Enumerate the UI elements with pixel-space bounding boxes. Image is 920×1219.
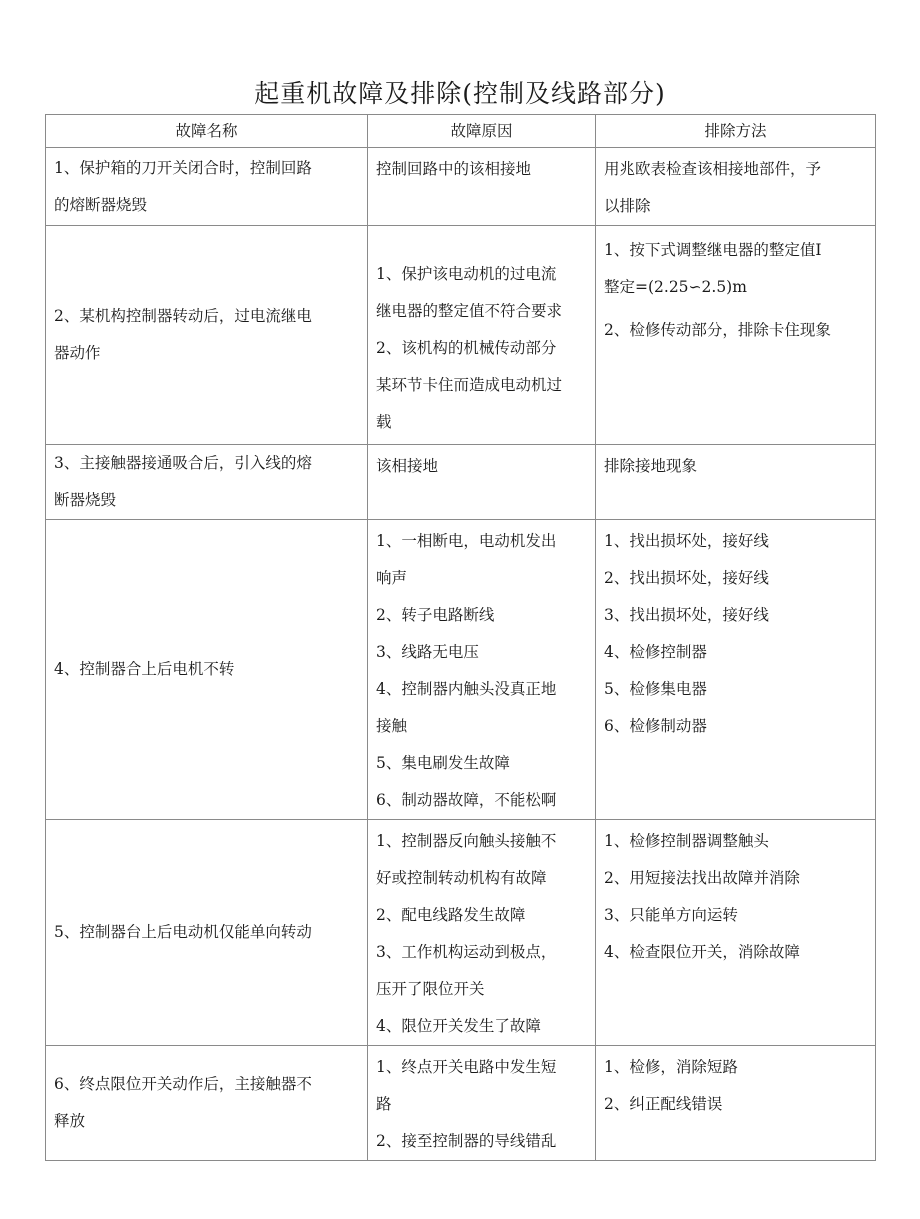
fix-method-cell xyxy=(596,148,876,226)
fault-cause-cell xyxy=(368,445,596,520)
fault-name-line: 2、某机构控制器转动后，过电流继电 xyxy=(54,307,312,325)
fault-name-line: 6、终点限位开关动作后，主接触器不 xyxy=(54,1075,312,1093)
fault-cause-line: 2、转子电路断线 xyxy=(376,606,495,624)
fault-table xyxy=(45,114,876,1161)
fix-method-line: 2、用短接法找出故障并消除 xyxy=(604,869,800,887)
fault-name-cell xyxy=(46,148,368,226)
fault-cause-line: 该相接地 xyxy=(376,457,439,475)
fault-cause-cell xyxy=(368,148,596,226)
fix-method-line: 3、只能单方向运转 xyxy=(604,906,738,924)
fix-method-line: 1、检修，消除短路 xyxy=(604,1058,738,1076)
fix-method-cell xyxy=(596,520,876,820)
fault-name-line: 4、控制器合上后电机不转 xyxy=(54,660,235,678)
fault-cause-line: 2、配电线路发生故障 xyxy=(376,906,526,924)
fault-name-line: 3、主接触器接通吸合后，引入线的熔 xyxy=(54,454,312,472)
fault-name-line: 释放 xyxy=(54,1112,86,1130)
fix-method-line: 2、纠正配线错误 xyxy=(604,1095,723,1113)
fault-name-cell xyxy=(46,820,368,1046)
fix-method-line: 以排除 xyxy=(604,197,651,215)
fix-method-cell xyxy=(596,820,876,1046)
fault-cause-line: 4、限位开关发生了故障 xyxy=(376,1017,541,1035)
fix-method-line: 1、检修控制器调整触头 xyxy=(604,832,769,850)
fault-cause-cell xyxy=(368,820,596,1046)
fix-method-line: 2、检修传动部分，排除卡住现象 xyxy=(604,321,831,339)
fault-cause-cell xyxy=(368,520,596,820)
fix-method-line: 4、检查限位开关，消除故障 xyxy=(604,943,800,961)
fix-method-line: 用兆欧表检查该相接地部件，予 xyxy=(604,160,822,178)
fix-method-line: 1、按下式调整继电器的整定值I xyxy=(604,241,822,259)
fault-cause-line: 4、控制器内触头没真正地 xyxy=(376,680,557,698)
table-row xyxy=(46,820,876,1046)
fix-method-line: 3、找出损坏处，接好线 xyxy=(604,606,769,624)
fault-name-line: 断器烧毁 xyxy=(54,491,117,509)
table-row xyxy=(46,226,876,445)
table-row xyxy=(46,520,876,820)
fault-cause-cell xyxy=(368,226,596,445)
fix-method-cell xyxy=(596,226,876,445)
table-row xyxy=(46,445,876,520)
fault-cause-line: 3、线路无电压 xyxy=(376,643,479,661)
fix-method-line: 4、检修控制器 xyxy=(604,643,707,661)
fault-cause-line: 好或控制转动机构有故障 xyxy=(376,869,547,887)
header-fault-name: 故障名称 xyxy=(46,115,368,148)
fault-cause-line: 1、保护该电动机的过电流 xyxy=(376,265,557,283)
header-fault-cause: 故障原因 xyxy=(368,115,596,148)
fault-name-line: 的熔断器烧毁 xyxy=(54,195,148,214)
fault-cause-line: 2、接至控制器的导线错乱 xyxy=(376,1132,557,1150)
fault-cause-line: 3、工作机构运动到极点， xyxy=(376,943,557,961)
fix-method-line: 1、找出损坏处，接好线 xyxy=(604,532,769,550)
fix-method-line: 排除接地现象 xyxy=(604,457,698,475)
fault-cause-line: 某环节卡住而造成电动机过 xyxy=(376,376,563,394)
fault-name-line: 器动作 xyxy=(54,344,101,362)
table-header-row xyxy=(46,115,876,148)
fault-cause-line: 路 xyxy=(376,1095,392,1113)
fix-method-line: 6、检修制动器 xyxy=(604,717,707,735)
fault-cause-line: 控制回路中的该相接地 xyxy=(376,160,532,178)
fault-cause-line: 2、该机构的机械传动部分 xyxy=(376,339,557,357)
fault-name-cell xyxy=(46,1046,368,1161)
page-title: 起重机故障及排除(控制及线路部分) xyxy=(254,79,666,108)
fault-cause-line: 继电器的整定值不符合要求 xyxy=(376,302,563,320)
fix-method-cell xyxy=(596,1046,876,1161)
fault-cause-cell xyxy=(368,1046,596,1161)
fault-name-cell xyxy=(46,226,368,445)
fault-cause-line: 1、终点开关电路中发生短 xyxy=(376,1058,557,1076)
fix-method-line: 5、检修集电器 xyxy=(604,680,707,698)
table-row xyxy=(46,148,876,226)
fix-method-line: 整定=(2.25∽2.5)m xyxy=(604,278,747,296)
fault-name-cell xyxy=(46,445,368,520)
fault-cause-line: 压开了限位开关 xyxy=(376,980,485,998)
fault-cause-line: 1、一相断电，电动机发出 xyxy=(376,532,557,550)
fix-method-cell xyxy=(596,445,876,520)
fault-cause-line: 载 xyxy=(376,413,392,431)
fault-name-line: 1、保护箱的刀开关闭合时，控制回路 xyxy=(54,158,312,177)
header-fix-method: 排除方法 xyxy=(596,115,876,148)
fault-name-line: 5、控制器台上后电动机仅能单向转动 xyxy=(54,923,312,941)
fault-cause-line: 6、制动器故障，不能松啊 xyxy=(376,791,557,809)
fault-cause-line: 1、控制器反向触头接触不 xyxy=(376,832,557,850)
fault-cause-line: 接触 xyxy=(376,717,408,735)
fault-cause-line: 响声 xyxy=(376,569,408,587)
fault-name-cell xyxy=(46,520,368,820)
fault-cause-line: 5、集电刷发生故障 xyxy=(376,754,510,772)
fix-method-line: 2、找出损坏处，接好线 xyxy=(604,569,769,587)
table-row xyxy=(46,1046,876,1161)
